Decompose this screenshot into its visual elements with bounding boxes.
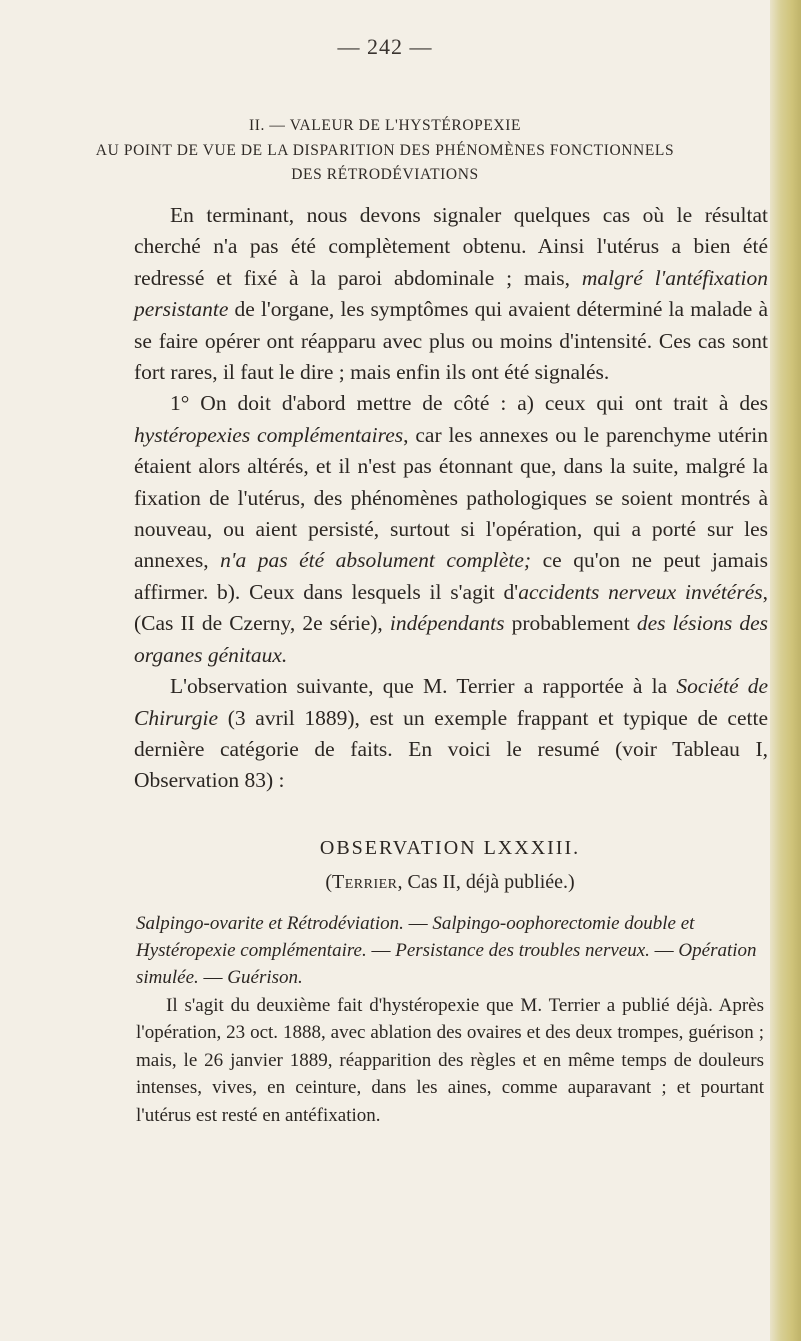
observation-title: OBSERVATION LXXXIII. [319,837,581,859]
observation-subtitle: Salpingo-ovarite et Rétrodéviation. — Salpingo-oophorectomie double et Hystéropexie complémentaire. — Persistance des troubles nerveux. — Opération simulée. — Guérison. [136,913,757,988]
observation-text: Il s'agit du deuxième fait d'hystéropexie que M. Terrier a publié déjà. Après l'opération, 23 oct. 1888, avec ablation des ovaires et des deux trompes, guérison ; mais, le 26 janvier 1889, réapparition des règles et en même temps de douleurs intenses, vives, en ceinture, dans les aines, comme auparavant ; et pourtant l'utérus est resté en antéfixation. [136,995,764,1126]
observation-author: Terrier [332,871,398,893]
section-heading-line3: DES RÉTRODÉVIATIONS [291,166,479,183]
paragraph-2: 1° On doit d'abord mettre de côté : a) ceux qui ont trait à des hystéropexies complémentaires, car les annexes ou le parenchyme utérin étaient alors altérés, et il n'est pas étonnant que, dans la suite, malgré la fixation de l'utérus, des phénomènes pathologiques se soient montrés à nouveau, ou aient persisté, surtout si l'opération, qui a porté sur les annexes, n'a pas été absolument complète; ce qu'on ne peut jamais affirmer. b). Ceux dans lesquels il s'agit d'accidents nerveux invétérés, (Cas II de Czerny, 2e série), indépendants probablement des lésions des organes génitaux. [134,391,769,667]
section-heading-line1: II. — VALEUR DE L'HYSTÉROPEXIE [248,117,522,134]
paragraph-1: En terminant, nous devons signaler quelques cas où le résultat cherché n'a pas été complètement obtenu. Ainsi l'utérus a bien été redressé et fixé à la paroi abdominale ; mais, malgré l'antéfixation persistante de l'organe, les symptômes qui avaient déterminé la malade à se faire opérer ont réapparu avec plus ou moins d'intensité. Ces cas sont fort rares, il faut le dire ; mais enfin ils ont été signalés. [134,203,768,385]
observation-source: (Terrier, Cas II, déjà publiée.) [325,871,575,893]
main-body-text [134,200,768,797]
page-number: — 242 — [337,34,433,59]
paragraph-3: L'observation suivante, que M. Terrier a rapportée à la Société de Chirurgie (3 avril 1889), est un exemple frappant et typique de cette dernière catégorie de faits. En voici le resumé (voir Tableau I, Observation 83) : [134,674,768,793]
book-spine-edge [770,0,801,1341]
section-heading-line2: AU POINT DE VUE DE LA DISPARITION DES PHÉNOMÈNES FONCTIONNELS [95,142,675,159]
